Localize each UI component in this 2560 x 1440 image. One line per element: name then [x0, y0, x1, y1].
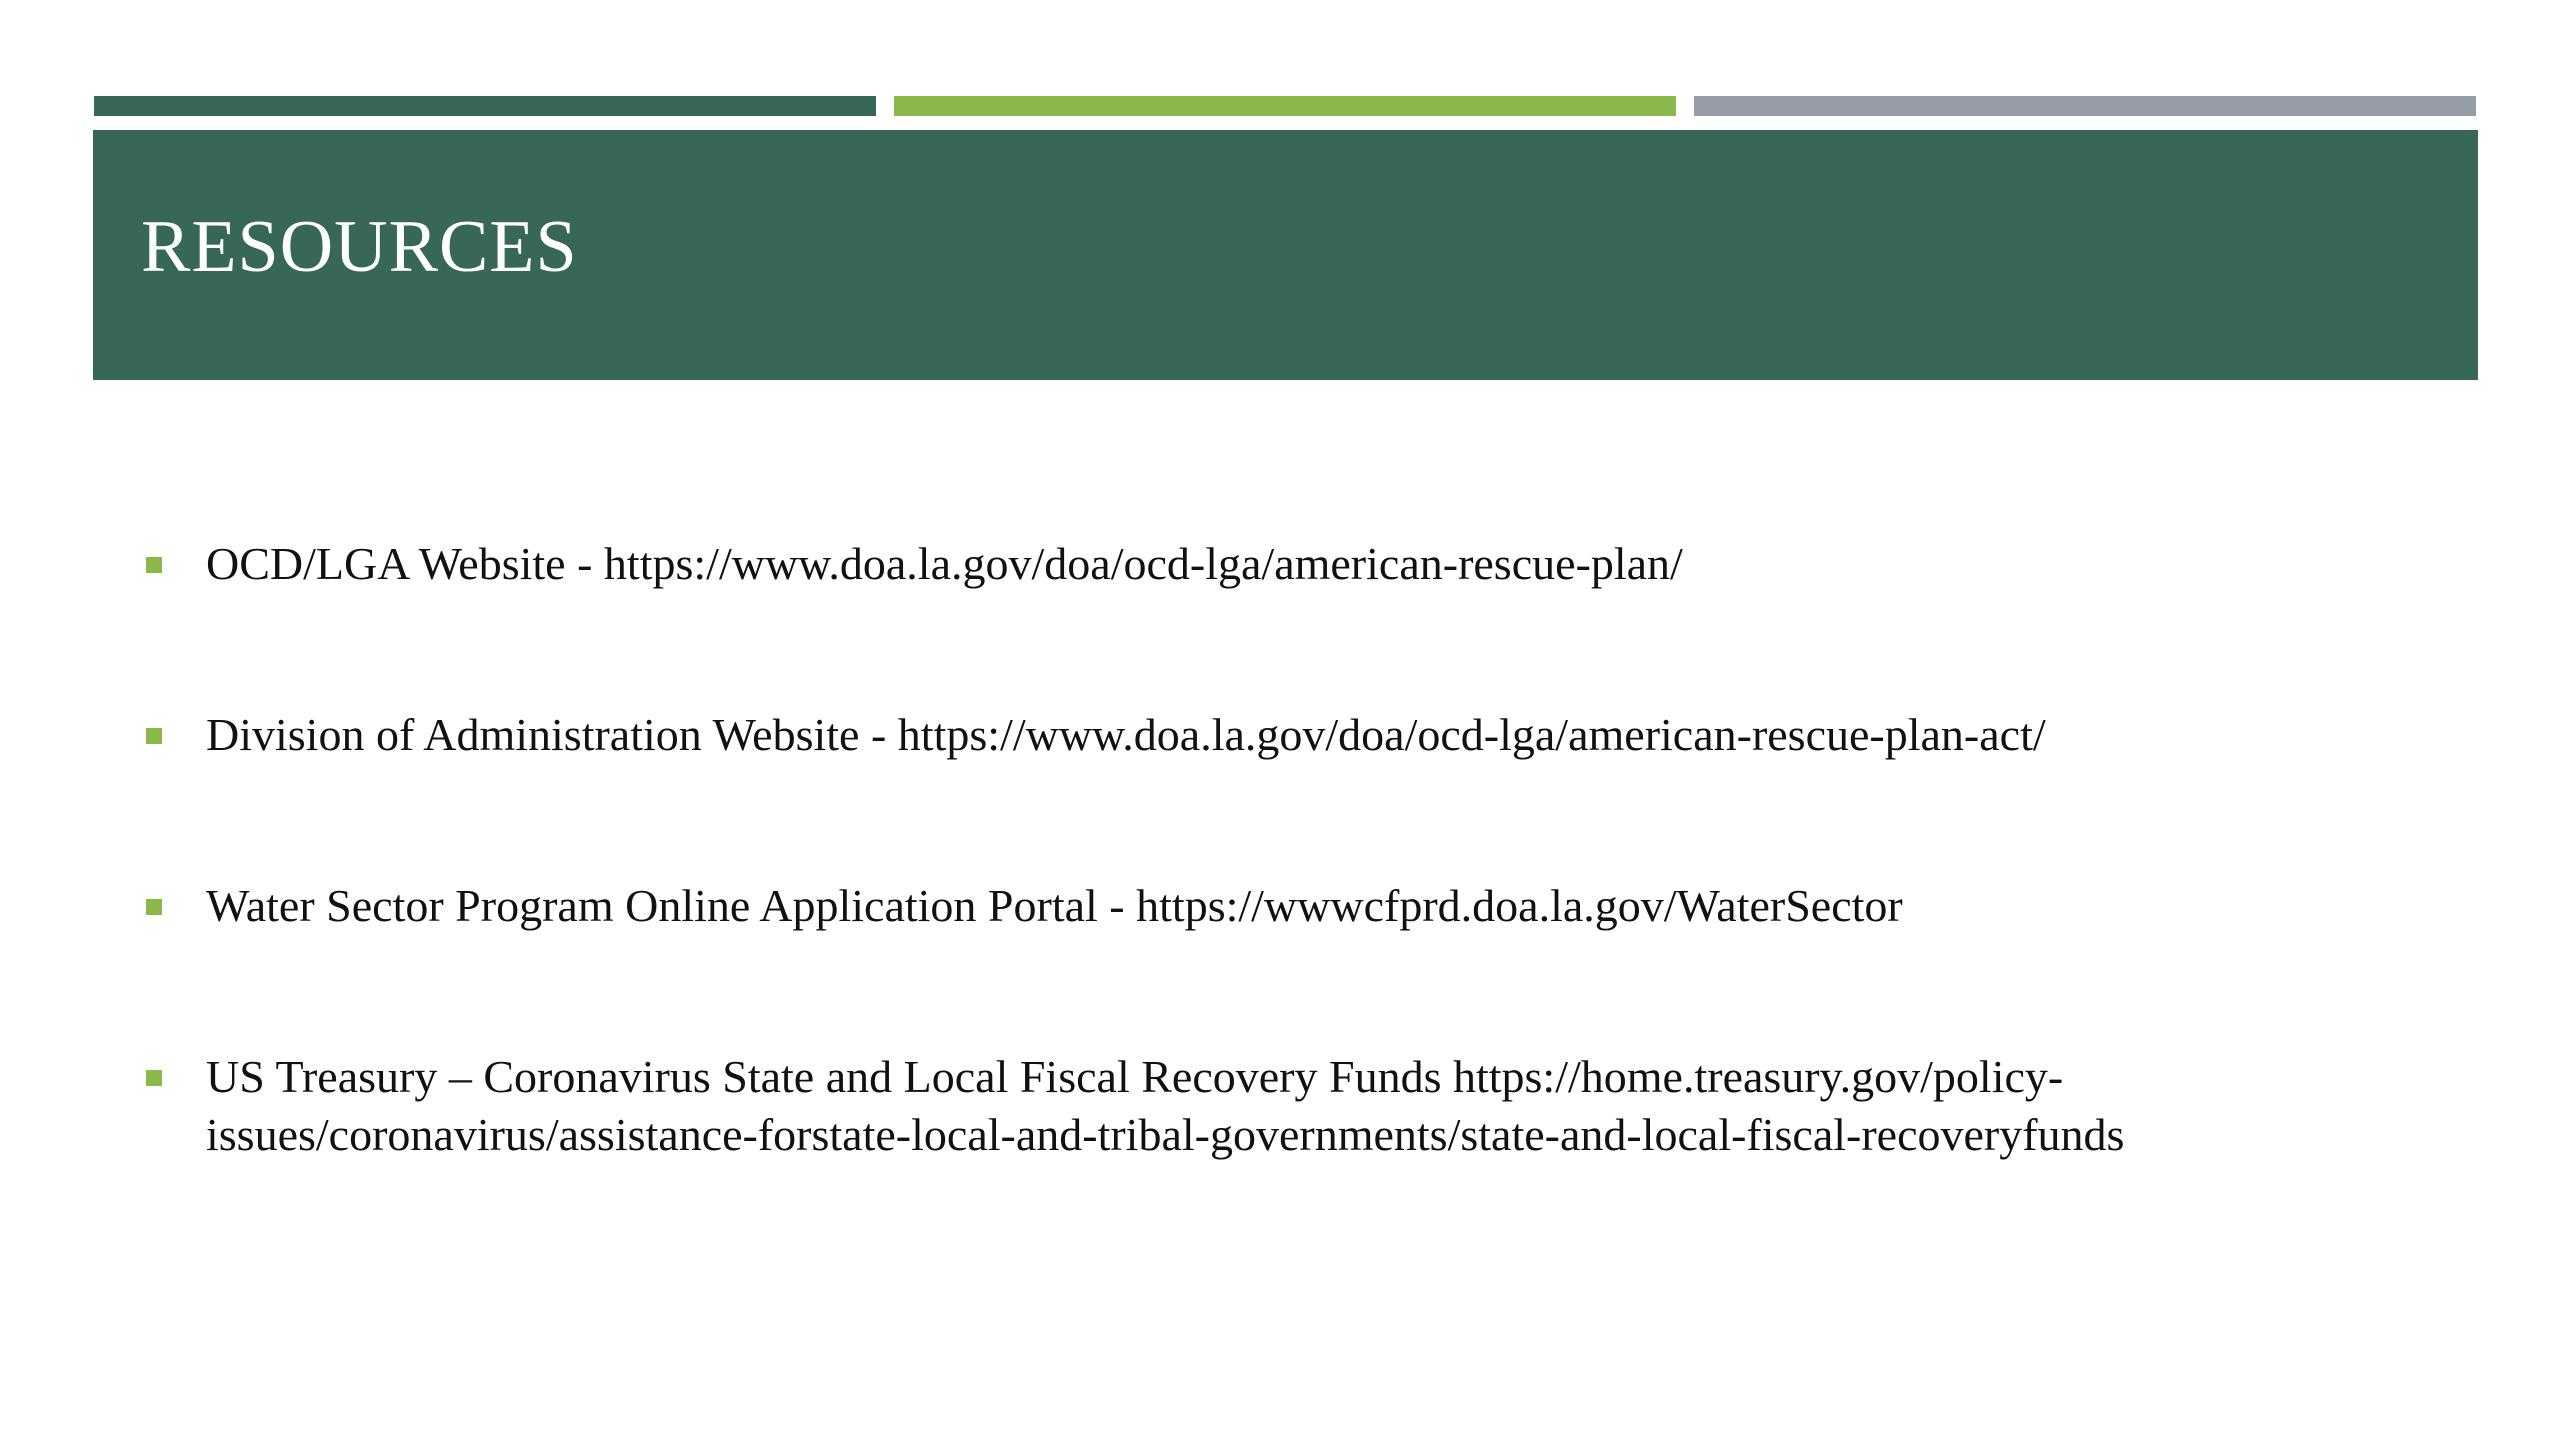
resource-link-text[interactable]: OCD/LGA Website - https://www.doa.la.gov/doa/ocd-lga/american-rescue-plan/ [206, 538, 1683, 589]
resource-link-text[interactable]: Division of Administration Website - https://www.doa.la.gov/doa/ocd-lga/american-rescue-plan-act/ [206, 709, 2046, 760]
resource-list [140, 535, 2460, 1277]
list-item [140, 706, 2460, 764]
title-banner [93, 130, 2478, 380]
resource-link-text[interactable]: US Treasury – Coronavirus State and Local Fiscal Recovery Funds https://home.treasury.gov/policy-issues/coronavirus/assistance-forstate-local-and-tribal-governments/state-and-local-fiscal-recoveryfunds [206, 1051, 2125, 1160]
accent-bar-gray [1694, 96, 2476, 116]
square-bullet-icon [146, 1070, 162, 1086]
list-item [140, 877, 2460, 935]
square-bullet-icon [146, 557, 162, 573]
square-bullet-icon [146, 728, 162, 744]
resource-link-text[interactable]: Water Sector Program Online Application Portal - https://wwwcfprd.doa.la.gov/WaterSector [206, 880, 1903, 931]
slide-title: RESOURCES [141, 206, 578, 288]
accent-bar-dark-green [94, 96, 876, 116]
accent-bar-light-green [894, 96, 1676, 116]
square-bullet-icon [146, 899, 162, 915]
list-item [140, 535, 2460, 593]
list-item [140, 1048, 2460, 1164]
